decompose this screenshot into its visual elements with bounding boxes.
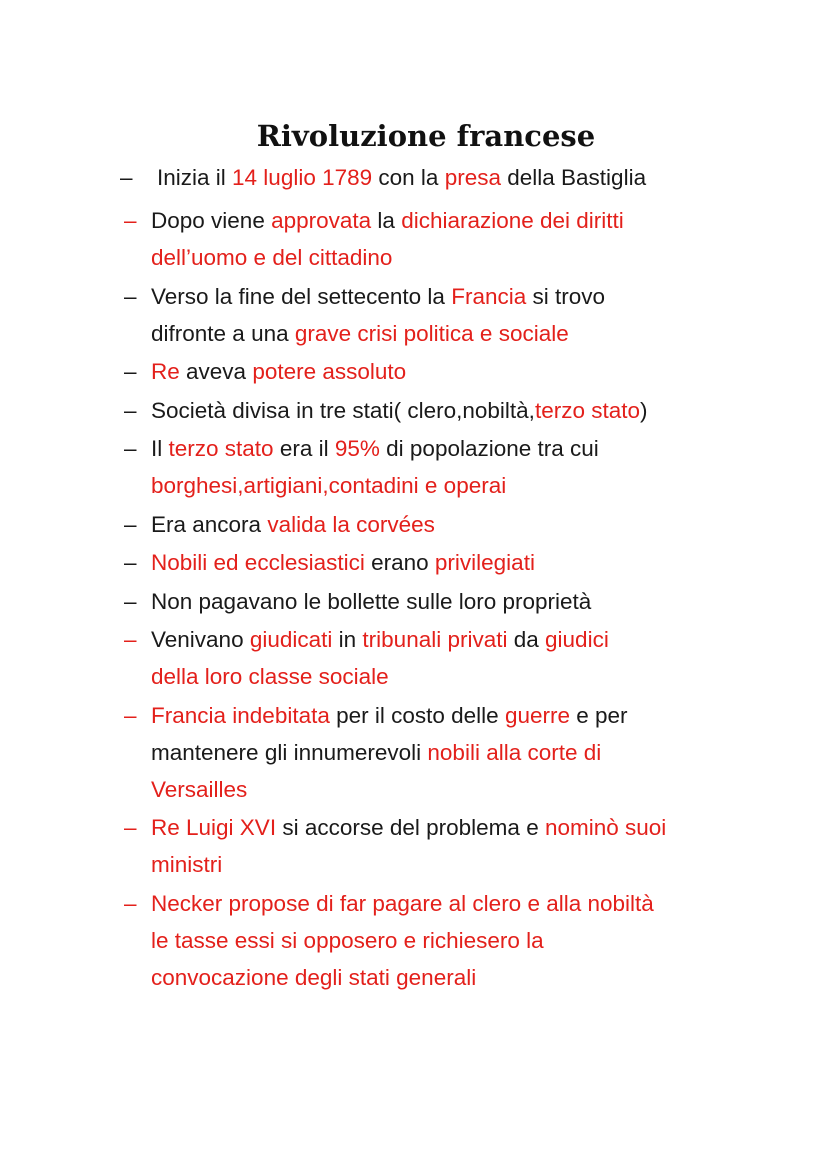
text-segment: Era ancora bbox=[151, 511, 268, 537]
text-segment: si trovo bbox=[526, 283, 606, 309]
highlighted-text: approvata bbox=[271, 208, 372, 233]
text-segment: era il bbox=[273, 436, 335, 461]
list-item bbox=[0, 278, 828, 352]
highlighted-text: giudici bbox=[545, 627, 609, 652]
text-line bbox=[151, 697, 758, 734]
highlighted-text: nominò suoi bbox=[544, 815, 667, 840]
bullet-dash: – bbox=[124, 511, 137, 537]
highlighted-text: Versailles bbox=[151, 776, 248, 802]
highlighted-text: 14 luglio 1789 bbox=[232, 165, 373, 190]
text-segment: Il bbox=[151, 436, 169, 461]
text-segment: della Bastiglia bbox=[501, 165, 647, 190]
text-segment: la bbox=[371, 208, 402, 233]
text-line bbox=[151, 922, 758, 959]
bullet-dash: – bbox=[124, 815, 137, 840]
highlighted-text: dell’uomo e del cittadino bbox=[151, 245, 393, 270]
highlighted-text: nobili alla corte di bbox=[427, 739, 602, 765]
text-line bbox=[151, 430, 758, 467]
text-line bbox=[151, 846, 758, 883]
highlighted-text: borghesi,artigiani,contadini e operai bbox=[151, 473, 507, 498]
highlighted-text: Necker propose di far pagare al clero e alla nobiltà bbox=[151, 890, 654, 916]
text-line bbox=[151, 621, 758, 658]
page-title: Rivoluzione francese bbox=[256, 119, 596, 154]
text-segment: Inizia il bbox=[157, 165, 233, 190]
highlighted-text: guerre bbox=[504, 702, 570, 728]
highlighted-text: Re bbox=[151, 359, 180, 384]
highlighted-text: terzo stato bbox=[168, 436, 274, 461]
text-segment: Verso la fine del settecento la bbox=[151, 283, 452, 309]
list-item bbox=[0, 202, 828, 276]
text-line bbox=[151, 315, 758, 352]
text-segment: Società divisa in tre stati( clero,nobiltà, bbox=[151, 397, 535, 423]
text-line bbox=[151, 885, 758, 922]
text-line bbox=[151, 658, 758, 695]
bullet-dash: – bbox=[124, 627, 137, 652]
highlighted-text: terzo stato bbox=[534, 397, 640, 423]
highlighted-text: presa bbox=[444, 165, 501, 190]
text-line bbox=[151, 506, 758, 543]
text-segment: erano bbox=[364, 550, 435, 575]
text-line bbox=[151, 278, 758, 315]
text-line bbox=[151, 202, 758, 239]
list-item bbox=[0, 159, 828, 196]
text-line bbox=[151, 771, 758, 808]
text-line bbox=[151, 959, 758, 996]
highlighted-text: Francia bbox=[451, 283, 527, 309]
text-segment: per il costo delle bbox=[329, 702, 505, 728]
list-item bbox=[0, 697, 828, 808]
text-line bbox=[151, 809, 758, 846]
list-item bbox=[0, 583, 828, 620]
bullet-list bbox=[0, 159, 828, 996]
text-segment: aveva bbox=[179, 359, 253, 384]
list-item bbox=[0, 544, 828, 581]
text-segment: Venivano bbox=[151, 627, 250, 652]
text-segment: difronte a una bbox=[151, 320, 295, 346]
highlighted-text: Francia indebitata bbox=[151, 702, 330, 728]
text-line bbox=[151, 239, 758, 276]
bullet-dash: – bbox=[124, 436, 137, 461]
highlighted-text: della loro classe sociale bbox=[151, 664, 389, 689]
highlighted-text: privilegiati bbox=[434, 550, 535, 575]
bullet-dash: – bbox=[124, 588, 137, 614]
text-segment: di popolazione tra cui bbox=[379, 436, 599, 461]
text-segment: da bbox=[507, 627, 546, 652]
text-line bbox=[157, 159, 758, 196]
list-item bbox=[0, 809, 828, 883]
text-segment: e per bbox=[570, 702, 628, 728]
highlighted-text: 95% bbox=[334, 436, 380, 461]
list-item bbox=[0, 430, 828, 504]
text-segment: Dopo viene bbox=[151, 208, 272, 233]
bullet-dash: – bbox=[124, 283, 137, 309]
highlighted-text: convocazione degli stati generali bbox=[151, 964, 477, 990]
highlighted-text: Nobili ed ecclesiastici bbox=[151, 550, 365, 575]
text-line bbox=[151, 353, 758, 390]
highlighted-text: dichiarazione dei diritti bbox=[401, 208, 624, 233]
text-line bbox=[151, 392, 758, 429]
text-segment: si accorse del problema e bbox=[276, 815, 545, 840]
text-segment: in bbox=[332, 627, 363, 652]
bullet-dash: – bbox=[124, 890, 137, 916]
bullet-dash: – bbox=[124, 702, 137, 728]
highlighted-text: Re Luigi XVI bbox=[151, 815, 277, 840]
list-item bbox=[0, 621, 828, 695]
list-item bbox=[0, 392, 828, 429]
list-item bbox=[0, 506, 828, 543]
text-segment: Non pagavano le bollette sulle loro proprietà bbox=[151, 588, 592, 614]
highlighted-text: tribunali privati bbox=[362, 627, 508, 652]
list-item bbox=[0, 353, 828, 390]
highlighted-text: ministri bbox=[151, 852, 223, 877]
highlighted-text: valida la corvées bbox=[267, 511, 435, 537]
bullet-dash: – bbox=[124, 208, 137, 233]
text-segment: con la bbox=[372, 165, 445, 190]
text-segment: mantenere gli innumerevoli bbox=[151, 739, 428, 765]
text-line bbox=[151, 544, 758, 581]
highlighted-text: potere assoluto bbox=[252, 359, 407, 384]
highlighted-text: le tasse essi si opposero e richiesero la bbox=[151, 927, 544, 953]
highlighted-text: grave crisi politica e sociale bbox=[294, 320, 569, 346]
bullet-dash: – bbox=[124, 359, 137, 384]
text-line bbox=[151, 583, 758, 620]
text-line bbox=[151, 734, 758, 771]
bullet-dash: – bbox=[120, 165, 133, 190]
text-line bbox=[151, 467, 758, 504]
bullet-dash: – bbox=[124, 550, 137, 575]
list-item bbox=[0, 885, 828, 996]
text-segment: ) bbox=[640, 397, 648, 423]
bullet-dash: – bbox=[124, 397, 137, 423]
highlighted-text: giudicati bbox=[249, 627, 333, 652]
